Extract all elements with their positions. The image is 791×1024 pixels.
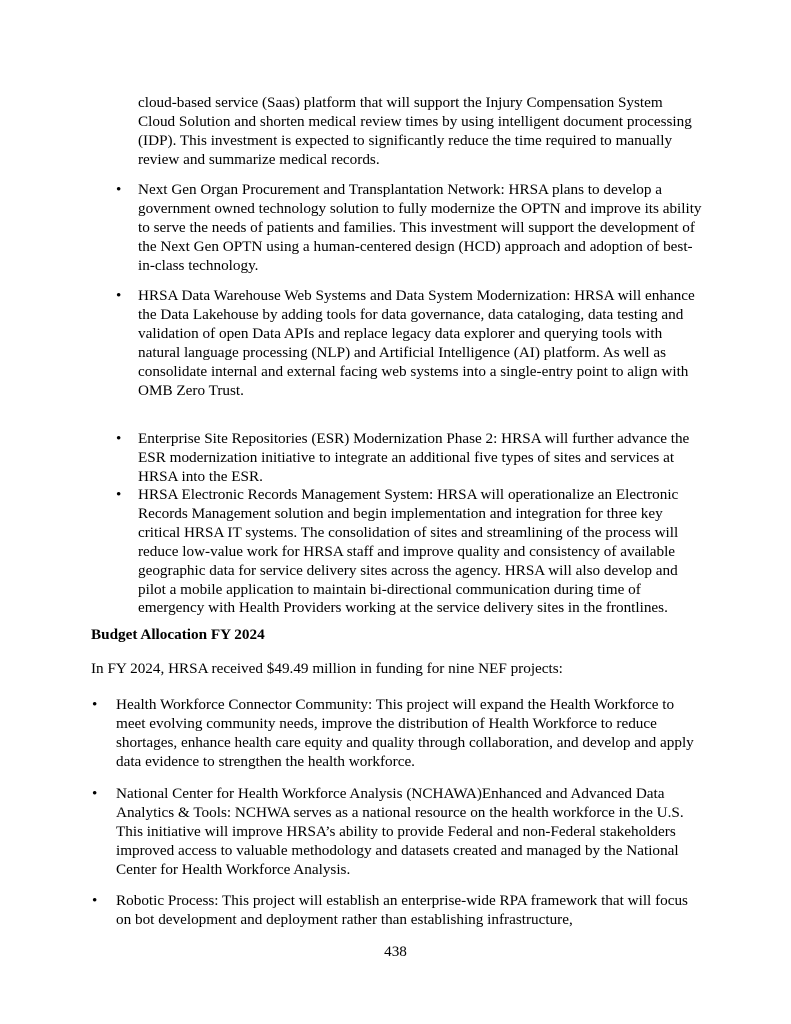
list-item-text: Next Gen Organ Procurement and Transplantation Network: HRSA plans to develop a government owned technology solution to fully modernize the OPTN and improve its ability to serve the needs of patients and families. This investment will support the development of the Next Gen OPTN using a human-centered design (HCD) approach and adoption of best-in-class technology.	[138, 181, 702, 274]
section-heading: Budget Allocation FY 2024	[91, 626, 265, 643]
bullet-icon: •	[92, 892, 98, 909]
bullet-icon: •	[92, 785, 98, 802]
list-item	[90, 785, 702, 880]
list-item	[114, 430, 704, 490]
list-item	[90, 696, 702, 776]
continuation-paragraph: cloud-based service (Saas) platform that will support the Injury Compensation System Cloud Solution and shorten medical review times by using intelligent document processing (IDP). This investment is expected to significantly reduce the time required to manually review and summarize medical records.	[138, 94, 692, 168]
list-item	[114, 181, 704, 274]
bullet-icon: •	[116, 430, 122, 447]
bullet-icon: •	[92, 696, 98, 713]
list-item-text: HRSA Electronic Records Management System: HRSA will operationalize an Electronic Records Management solution and begin implementation and integration for three key critical HRSA IT systems. The consolidation of sites and streamlining of the process will reduce low-value work for HRSA staff and improve quality and consistency of available geographic data for service delivery sites across the agency. HRSA will also develop and pilot a mobile application to maintain bi-directional communication during time of emergency with Health Providers working at the service delivery sites in the frontlines.	[138, 486, 679, 617]
list-item-text: HRSA Data Warehouse Web Systems and Data System Modernization: HRSA will enhance the Data Lakehouse by adding tools for data governance, data cataloging, data testing and validation of open Data APIs and replace legacy data explorer and querying tools with natural language processing (NLP) and Artificial Intelligence (AI) platform. As well as consolidate internal and external facing web systems into a single-entry point to align with OMB Zero Trust.	[138, 287, 695, 399]
list-item-text: Health Workforce Connector Community: This project will expand the Health Workforce to meet evolving community needs, improve the distribution of Health Workforce to reduce shortages, enhance health care equity and quality through collaboration, and develop and apply data evidence to strengthen the health workforce.	[116, 696, 694, 770]
page-number: 438	[384, 943, 407, 960]
list-item-text: Enterprise Site Repositories (ESR) Modernization Phase 2: HRSA will further advance the ESR modernization initiative to integrate an additional five types of sites and services at HRSA into the ESR.	[138, 430, 690, 485]
list-item	[114, 486, 704, 617]
bullet-icon: •	[116, 287, 122, 304]
bullet-icon: •	[116, 486, 122, 503]
list-item	[90, 892, 702, 932]
bullet-icon: •	[116, 181, 122, 198]
list-item-text: Robotic Process: This project will establish an enterprise-wide RPA framework that will focus on bot development and deployment rather than establishing infrastructure,	[116, 892, 688, 928]
list-item-text: National Center for Health Workforce Analysis (NCHAWA)Enhanced and Advanced Data Analytics & Tools: NCHWA serves as a national resource on the health workforce in the U.S. This initiative will improve HRSA’s ability to provide Federal and non-Federal stakeholders improved access to valuable methodology and datasets created and managed by the National Center for Health Workforce Analysis.	[116, 785, 684, 878]
list-item	[114, 287, 704, 402]
section-intro: In FY 2024, HRSA received $49.49 million in funding for nine NEF projects:	[91, 660, 563, 677]
